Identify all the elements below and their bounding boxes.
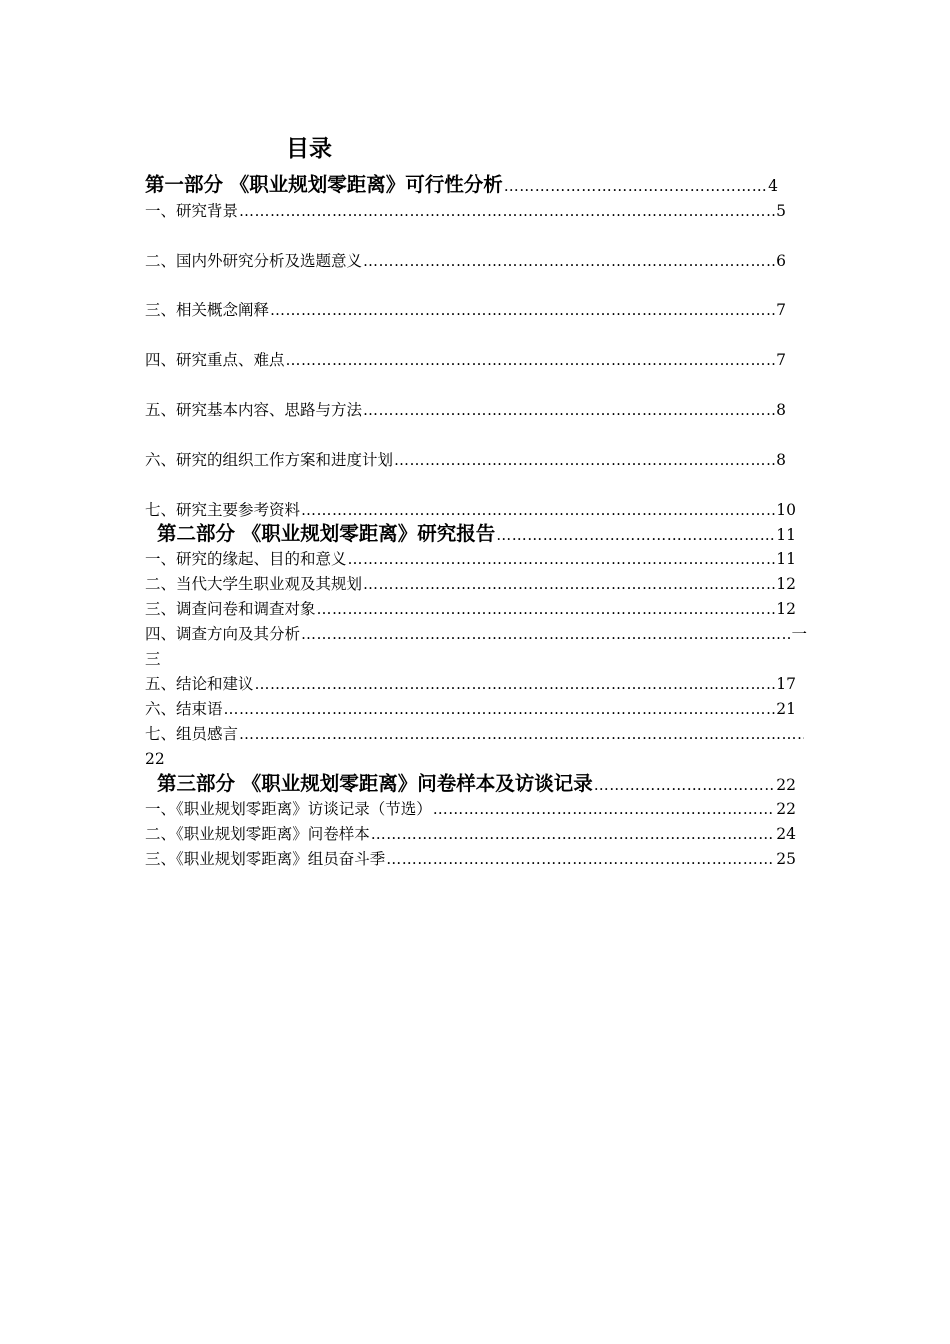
toc-leader-dots (348, 546, 776, 572)
toc-item[interactable] (145, 546, 796, 572)
toc-leader-dots (363, 248, 775, 274)
toc-item[interactable] (145, 846, 796, 872)
toc-page-number: 25 (776, 850, 796, 868)
toc-page-number: 12 (776, 600, 796, 618)
toc-item[interactable] (145, 796, 796, 822)
toc-leader-dots (286, 347, 776, 373)
toc-item-label: 一、《职业规划零距离》访谈记录（节选） (145, 800, 432, 818)
toc-part-label: 第二部分 《职业规划零距离》研究报告 (157, 522, 496, 545)
toc-page-number: 10 (776, 501, 796, 519)
toc-leader-dots (504, 171, 767, 200)
toc-item[interactable] (145, 198, 786, 224)
toc-item[interactable] (145, 596, 796, 622)
toc-item-label: 六、研究的组织工作方案和进度计划 (145, 451, 394, 469)
toc-leader-dots (433, 796, 776, 822)
toc-leader-dots (496, 520, 775, 549)
toc-item[interactable] (145, 721, 805, 747)
toc-leader-dots (363, 571, 775, 597)
toc-item-label: 三、《职业规划零距离》组员奋斗季 (145, 850, 386, 868)
page-title: 目录 (286, 136, 332, 162)
toc-leader-dots (301, 621, 790, 647)
toc-page-number: 一 (791, 625, 807, 643)
toc-item-label: 七、组员感言 (145, 725, 239, 743)
toc-page-number: 11 (776, 550, 796, 568)
toc-page-number: 21 (776, 700, 796, 718)
toc-page-number-wrap: 三 (145, 650, 161, 668)
toc-page-number: 17 (776, 675, 796, 693)
toc-part-1[interactable] (145, 170, 778, 200)
toc-item-label: 五、研究基本内容、思路与方法 (145, 401, 363, 419)
toc-item[interactable] (145, 347, 786, 373)
toc-part-label: 第一部分 《职业规划零距离》可行性分析 (145, 173, 503, 196)
toc-item[interactable] (145, 696, 796, 722)
toc-part-label: 第三部分 《职业规划零距离》问卷样本及访谈记录 (157, 772, 593, 795)
toc-item-label: 二、国内外研究分析及选题意义 (145, 252, 363, 270)
toc-leader-dots (239, 198, 775, 224)
toc-part-2[interactable] (157, 519, 796, 549)
toc-leader-dots (270, 297, 775, 323)
toc-item-label: 五、结论和建议 (145, 675, 254, 693)
toc-leader-dots (255, 671, 776, 697)
toc-page-number: 4 (768, 177, 778, 195)
toc-item-label: 六、结束语 (145, 700, 223, 718)
toc-item-label: 一、研究的缘起、目的和意义 (145, 550, 347, 568)
toc-page-number: 22 (776, 800, 796, 818)
toc-item-label: 一、研究背景 (145, 202, 239, 220)
toc-page-number: 12 (776, 575, 796, 593)
toc-item-label: 四、研究重点、难点 (145, 351, 285, 369)
toc-page-number: 5 (776, 202, 786, 220)
toc-part-3[interactable] (157, 769, 796, 799)
toc-item-label: 四、调查方向及其分析 (145, 625, 301, 643)
toc-page-number: 7 (776, 351, 786, 369)
toc-item-label: 三、相关概念阐释 (145, 301, 270, 319)
toc-item-label: 二、《职业规划零距离》问卷样本 (145, 825, 370, 843)
toc-page-number: 24 (776, 825, 796, 843)
toc-leader-dots (394, 447, 775, 473)
toc-page-number: 22 (776, 776, 796, 794)
toc-leader-dots (224, 696, 776, 722)
toc-item[interactable] (145, 248, 786, 274)
toc-item[interactable] (145, 821, 796, 847)
toc-item[interactable] (145, 571, 796, 597)
toc-item[interactable] (145, 297, 786, 323)
toc-item[interactable] (145, 671, 796, 697)
toc-page-number: 11 (776, 526, 796, 544)
toc-page-number: 8 (776, 451, 786, 469)
toc-leader-dots (317, 596, 776, 622)
toc-leader-dots (594, 770, 775, 799)
toc-leader-dots (386, 846, 775, 872)
toc-item[interactable] (145, 621, 807, 647)
toc-item[interactable] (145, 447, 786, 473)
toc-item-label: 二、当代大学生职业观及其规划 (145, 575, 363, 593)
toc-leader-dots (371, 821, 776, 847)
toc-item-label: 三、调查问卷和调查对象 (145, 600, 316, 618)
toc-page-number: 7 (776, 301, 786, 319)
toc-item[interactable] (145, 397, 786, 423)
toc-page-number: 6 (776, 252, 786, 270)
toc-page-number-wrap: 22 (145, 750, 165, 768)
toc-leader-dots (239, 721, 804, 747)
toc-leader-dots (363, 397, 775, 423)
toc-item-label: 七、研究主要参考资料 (145, 501, 301, 519)
toc-page-number: 8 (776, 401, 786, 419)
